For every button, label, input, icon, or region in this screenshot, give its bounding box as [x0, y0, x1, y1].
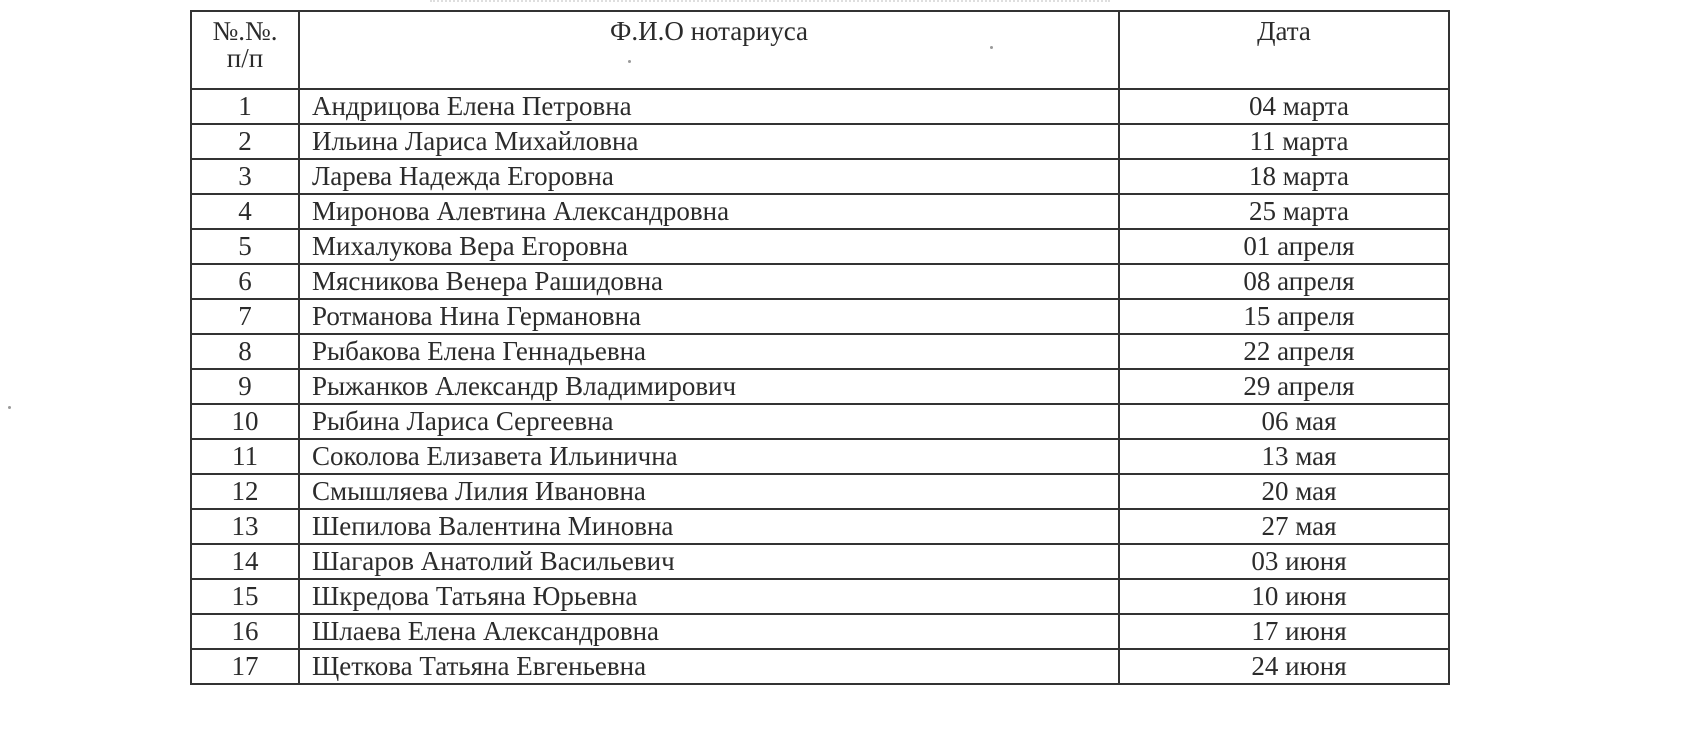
row-date: 01 апреля [1119, 229, 1449, 264]
table-row [191, 649, 1449, 684]
table-row [191, 544, 1449, 579]
row-date: 20 мая [1119, 474, 1449, 509]
row-number: 12 [191, 474, 299, 509]
row-number: 3 [191, 159, 299, 194]
row-date: 06 мая [1119, 404, 1449, 439]
table-row [191, 264, 1449, 299]
row-notary-name: Рыбакова Елена Геннадьевна [299, 334, 1119, 369]
row-number: 5 [191, 229, 299, 264]
row-date: 17 июня [1119, 614, 1449, 649]
row-number: 1 [191, 89, 299, 124]
row-date: 15 апреля [1119, 299, 1449, 334]
row-number: 2 [191, 124, 299, 159]
table-row [191, 229, 1449, 264]
scan-artifact-top [430, 0, 1110, 6]
row-notary-name: Шагаров Анатолий Васильевич [299, 544, 1119, 579]
row-number: 17 [191, 649, 299, 684]
row-notary-name: Ротманова Нина Германовна [299, 299, 1119, 334]
table-row [191, 404, 1449, 439]
table-row [191, 124, 1449, 159]
notary-schedule-table [190, 10, 1450, 685]
table-row [191, 369, 1449, 404]
row-date: 29 апреля [1119, 369, 1449, 404]
table-row [191, 579, 1449, 614]
row-number: 9 [191, 369, 299, 404]
header-name: Ф.И.О нотариуса [299, 11, 1119, 89]
row-notary-name: Миронова Алевтина Александровна [299, 194, 1119, 229]
table-row [191, 509, 1449, 544]
row-number: 14 [191, 544, 299, 579]
row-date: 11 марта [1119, 124, 1449, 159]
row-notary-name: Ларева Надежда Егоровна [299, 159, 1119, 194]
row-notary-name: Соколова Елизавета Ильинична [299, 439, 1119, 474]
row-date: 18 марта [1119, 159, 1449, 194]
row-number: 8 [191, 334, 299, 369]
row-notary-name: Мясникова Венера Рашидовна [299, 264, 1119, 299]
row-notary-name: Шкредова Татьяна Юрьевна [299, 579, 1119, 614]
table-row [191, 194, 1449, 229]
table-row [191, 474, 1449, 509]
table-body [191, 89, 1449, 684]
row-date: 24 июня [1119, 649, 1449, 684]
table-row [191, 159, 1449, 194]
row-date: 13 мая [1119, 439, 1449, 474]
row-number: 13 [191, 509, 299, 544]
row-notary-name: Шепилова Валентина Миновна [299, 509, 1119, 544]
table-row [191, 299, 1449, 334]
row-date: 22 апреля [1119, 334, 1449, 369]
table-row [191, 89, 1449, 124]
header-number [191, 11, 299, 89]
row-notary-name: Андрицова Елена Петровна [299, 89, 1119, 124]
header-number-line1: №.№. [212, 16, 278, 46]
row-number: 16 [191, 614, 299, 649]
row-number: 6 [191, 264, 299, 299]
row-date: 27 мая [1119, 509, 1449, 544]
row-date: 25 марта [1119, 194, 1449, 229]
table-row [191, 334, 1449, 369]
row-date: 08 апреля [1119, 264, 1449, 299]
row-notary-name: Ильина Лариса Михайловна [299, 124, 1119, 159]
row-number: 10 [191, 404, 299, 439]
header-date: Дата [1119, 11, 1449, 89]
row-notary-name: Рыбина Лариса Сергеевна [299, 404, 1119, 439]
header-number-line2: п/п [226, 43, 264, 73]
row-notary-name: Михалукова Вера Егоровна [299, 229, 1119, 264]
row-notary-name: Щеткова Татьяна Евгеньевна [299, 649, 1119, 684]
row-notary-name: Смышляева Лилия Ивановна [299, 474, 1119, 509]
row-number: 15 [191, 579, 299, 614]
row-notary-name: Шлаева Елена Александровна [299, 614, 1119, 649]
table-row [191, 439, 1449, 474]
row-date: 03 июня [1119, 544, 1449, 579]
row-date: 04 марта [1119, 89, 1449, 124]
row-number: 11 [191, 439, 299, 474]
table-row [191, 614, 1449, 649]
row-date: 10 июня [1119, 579, 1449, 614]
row-number: 4 [191, 194, 299, 229]
scan-speck [8, 406, 11, 409]
table-header-row [191, 11, 1449, 89]
row-notary-name: Рыжанков Александр Владимирович [299, 369, 1119, 404]
row-number: 7 [191, 299, 299, 334]
